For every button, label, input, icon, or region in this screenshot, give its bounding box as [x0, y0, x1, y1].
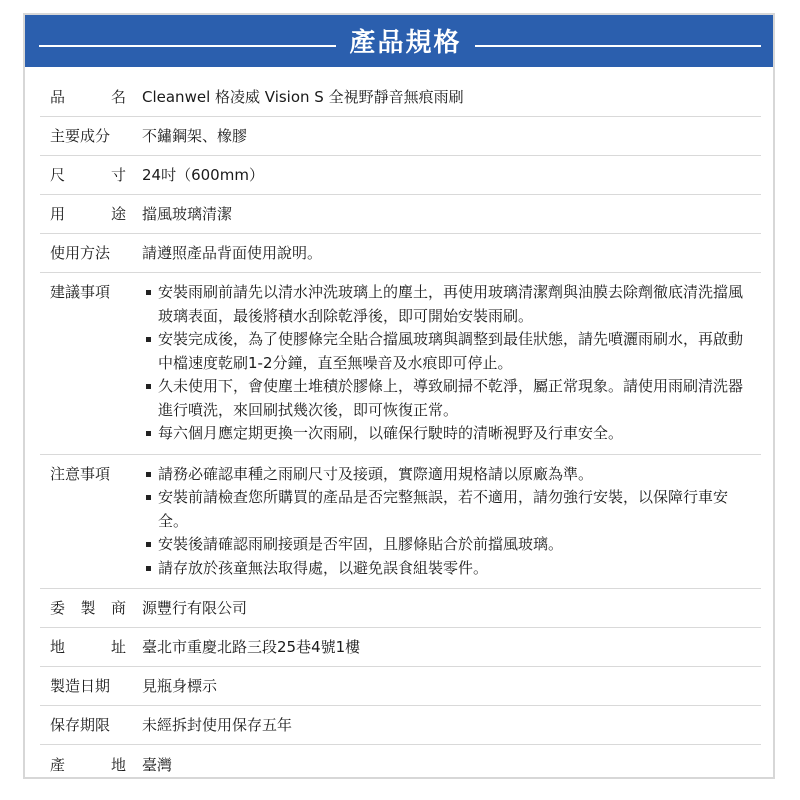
label-char: 委 [50, 599, 66, 617]
spec-row-cautions [40, 455, 761, 590]
spec-value-product-name: Cleanwel 格凌威 Vision S 全視野靜音無痕雨刷 [142, 88, 464, 106]
label-char: 產 [50, 755, 66, 774]
spec-value-shelf-life: 未經拆封使用保存五年 [142, 716, 293, 734]
spec-value-material: 不鏽鋼架、橡膠 [142, 127, 248, 145]
label-char: 商 [110, 599, 126, 617]
spec-row-origin [40, 745, 761, 784]
caution-item: 請務必確認車種之雨刷尺寸及接頭，實際適用規格請以原廠為準。 [142, 463, 755, 487]
label-char: 地 [110, 755, 126, 774]
spec-row-advice [40, 273, 761, 455]
spec-value-origin: 臺灣 [142, 755, 173, 774]
spec-label-manufacture-date: 製造日期 [50, 677, 111, 695]
spec-row-address [40, 628, 761, 667]
caution-item: 安裝前請檢查您所購買的產品是否完整無誤，若不適用，請勿強行安裝，以保障行車安全。 [142, 486, 755, 533]
spec-row-shelf-life [40, 706, 761, 745]
page-title: 產品規格 [349, 28, 462, 58]
advice-item: 安裝完成後，為了使膠條完全貼合擋風玻璃與調整到最佳狀態，請先噴灑雨刷水，再啟動中檔速度乾刷1-2分鐘，直至無噪音及水痕即可停止。 [142, 328, 755, 375]
caution-item: 請存放於孩童無法取得處，以避免誤食組裝零件。 [142, 557, 755, 581]
spec-label-size [40, 164, 134, 186]
spec-label-instructions: 使用方法 [50, 244, 111, 262]
advice-item: 安裝雨刷前請先以清水沖洗玻璃上的塵土，再使用玻璃清潔劑與油膜去除劑徹底清洗擋風玻璃表面，最後將積水刮除乾淨後，即可開始安裝雨刷。 [142, 281, 755, 328]
spec-label-cautions: 注意事項 [50, 464, 111, 483]
spec-row-product-name [40, 78, 761, 117]
spec-label-shelf-life: 保存期限 [50, 716, 111, 734]
spec-value-advice [134, 281, 761, 446]
spec-row-size [40, 156, 761, 195]
spec-value-instructions: 請遵照產品背面使用說明。 [142, 244, 323, 262]
label-char: 製 [80, 599, 96, 617]
spec-table [40, 78, 761, 784]
spec-row-manufacturer [40, 589, 761, 628]
spec-label-material: 主要成分 [50, 127, 111, 145]
label-char: 尺 [50, 166, 66, 184]
spec-row-material [40, 117, 761, 156]
advice-item: 每六個月應定期更換一次雨刷，以確保行駛時的清晰視野及行車安全。 [142, 422, 755, 446]
spec-label-usage [40, 203, 134, 225]
spec-header [25, 15, 773, 67]
label-char: 用 [50, 205, 66, 223]
spec-label-address [40, 636, 134, 658]
spec-value-manufacturer: 源豐行有限公司 [142, 599, 248, 617]
label-char: 寸 [110, 166, 126, 184]
advice-list [142, 281, 755, 446]
spec-value-manufacture-date: 見瓶身標示 [142, 677, 218, 695]
spec-value-size: 24吋（600mm） [142, 166, 264, 184]
spec-row-instructions [40, 234, 761, 273]
label-char: 址 [110, 638, 126, 656]
spec-row-usage [40, 195, 761, 234]
header-rule-right [475, 45, 761, 47]
spec-label-origin [40, 754, 134, 776]
spec-value-usage: 擋風玻璃清潔 [142, 205, 233, 223]
spec-label-manufacturer [40, 597, 134, 619]
advice-item: 久未使用下，會使塵土堆積於膠條上，導致刷掃不乾淨，屬正常現象。請使用雨刷清洗器進行噴洗，來回刷拭幾次後，即可恢復正常。 [142, 375, 755, 422]
label-char: 地 [50, 638, 66, 656]
label-char: 名 [110, 88, 126, 106]
label-char: 途 [110, 205, 126, 223]
cautions-list [142, 463, 755, 581]
spec-value-address: 臺北市重慶北路三段25巷4號1樓 [142, 638, 361, 656]
caution-item: 安裝後請確認雨刷接頭是否牢固，且膠條貼合於前擋風玻璃。 [142, 533, 755, 557]
spec-row-manufacture-date [40, 667, 761, 706]
label-char: 品 [50, 88, 66, 106]
spec-label-product-name [40, 86, 134, 108]
spec-label-advice: 建議事項 [50, 283, 111, 301]
spec-value-cautions [134, 463, 761, 581]
header-rule-left [39, 45, 336, 47]
